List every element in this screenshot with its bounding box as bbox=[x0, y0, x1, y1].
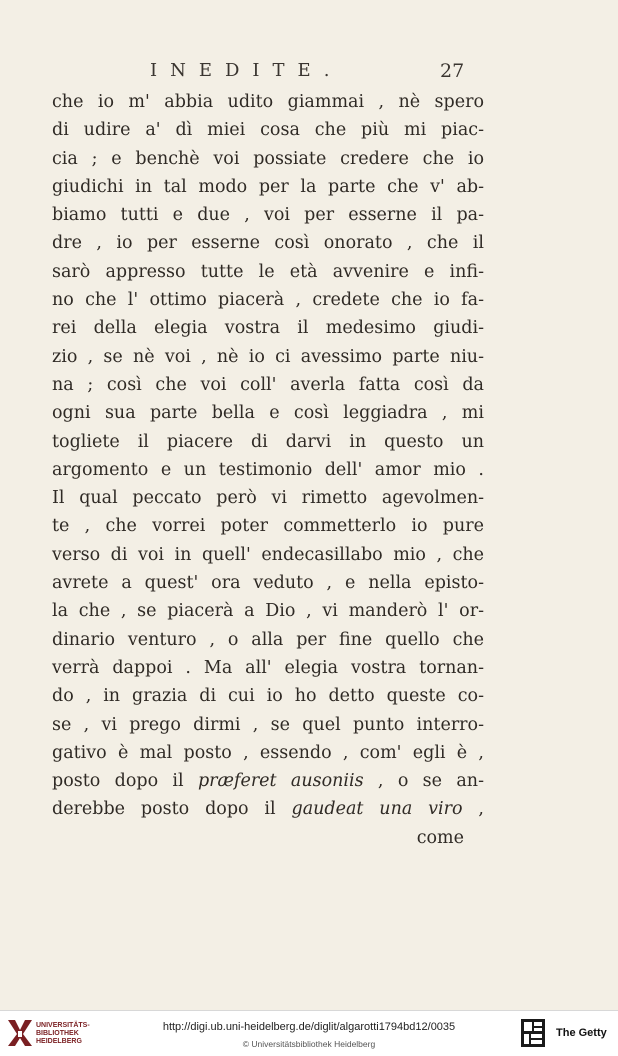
text-line: avrete a quest' ora veduto , e nella episto- bbox=[52, 573, 484, 594]
text-line: dre , io per esserne così onorato , che il bbox=[52, 233, 484, 254]
text-line: che io m' abbia udito giammai , nè spero bbox=[52, 92, 484, 112]
text-line: dinario venturo , o alla per fine quello che bbox=[52, 629, 484, 650]
text-segment: derebbe posto dopo il bbox=[52, 799, 292, 820]
text-line: togliete il piacere di darvi in questo un bbox=[52, 431, 484, 452]
text-line: cia ; e benchè voi possiate credere che io bbox=[52, 148, 484, 169]
institution-name-line: BIBLIOTHEK bbox=[36, 1030, 79, 1037]
text-line-with-italic bbox=[52, 795, 484, 823]
running-title: INEDITE. bbox=[150, 60, 343, 81]
text-line: te , che vorrei poter commetterlo io pure bbox=[52, 516, 484, 537]
text-line: gativo è mal posto , essendo , com' egli è , bbox=[52, 742, 484, 763]
catchword: come bbox=[416, 827, 464, 848]
text-line: di udire a' dì miei cosa che più mi piac- bbox=[52, 120, 484, 141]
text-line: se , vi prego dirmi , se quel punto interro- bbox=[52, 714, 484, 735]
viewer-footer bbox=[0, 1010, 618, 1056]
text-segment: posto dopo il bbox=[52, 771, 198, 792]
text-line: biamo tutti e due , voi per esserne il pa- bbox=[52, 205, 484, 226]
text-line: na ; così che voi coll' averla fatta così da bbox=[52, 374, 484, 395]
text-segment: , o se an- bbox=[363, 771, 484, 792]
text-line: la che , se piacerà a Dio , vi manderò l' or- bbox=[52, 601, 484, 622]
italic-quotation: præferet ausoniis bbox=[197, 771, 364, 792]
getty-logo-icon bbox=[521, 1019, 545, 1047]
text-line: Il qual peccato però vi rimetto agevolmen- bbox=[52, 488, 484, 509]
text-line: no che l' ottimo piacerà , credete che io fa- bbox=[52, 290, 484, 311]
text-line: ogni sua parte bella e così leggiadra , mi bbox=[52, 403, 484, 424]
text-line: verrà dappoi . Ma all' elegia vostra tornan- bbox=[52, 657, 484, 678]
text-line: verso di voi in quell' endecasillabo mio , che bbox=[52, 544, 484, 565]
copyright-notice: © Universitätsbibliothek Heidelberg bbox=[242, 1039, 376, 1049]
institution-name-line: HEIDELBERG bbox=[36, 1038, 82, 1045]
text-line-with-italic bbox=[52, 767, 484, 795]
text-line: zio , se nè voi , nè io ci avessimo parte niu- bbox=[52, 346, 484, 367]
italic-quotation: gaudeat una viro bbox=[291, 799, 463, 820]
text-line: sarò appresso tutte le età avvenire e infi- bbox=[52, 261, 484, 282]
text-segment: , bbox=[462, 799, 484, 820]
text-line: do , in grazia di cui io ho detto queste co- bbox=[52, 686, 484, 707]
institution-name-line: UNIVERSITÄTS- bbox=[36, 1022, 90, 1029]
running-head bbox=[0, 60, 618, 88]
permalink-url[interactable]: http://digi.ub.uni-heidelberg.de/diglit/algarotti1794bd12/0035 bbox=[162, 1021, 456, 1033]
partner-name: The Getty bbox=[556, 1027, 607, 1039]
text-line: rei della elegia vostra il medesimo giudi- bbox=[52, 318, 484, 339]
text-line: giudichi in tal modo per la parte che v' ab- bbox=[52, 176, 484, 197]
text-line: argomento e un testimonio dell' amor mio . bbox=[52, 459, 484, 480]
body-text bbox=[52, 88, 484, 852]
page-number: 27 bbox=[440, 60, 465, 82]
